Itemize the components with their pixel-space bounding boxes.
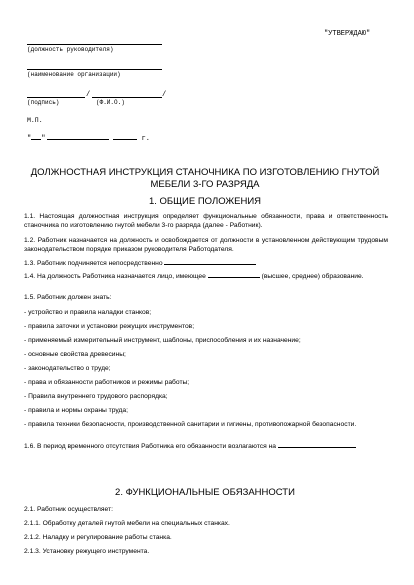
paragraph-2-1-1: 2.1.1. Обработку деталей гнутой мебели на специальных станках. [24,520,230,527]
organization-caption: (наименование организации) [27,71,121,78]
stamp-place-label: М.П. [27,117,43,124]
supervisor-blank [164,258,256,265]
year-suffix: г. [141,135,151,143]
head-position-caption: (должность руководителя) [27,46,114,53]
paragraph-1-3-text: 1.3. Работник подчиняется непосредственно [24,260,163,267]
year-blank [113,133,137,140]
approve-stamp-label: "УТВЕРЖДАЮ" [324,30,371,38]
fio-caption: (Ф.И.О.) [96,99,125,106]
paragraph-2-1-3: 2.1.3. Установку режущего инструмента. [24,548,150,555]
paragraph-1-2: 1.2. Работник назначается на должность и освобождается от должности в установленном действующим трудовым законодательством порядке приказом руководителя Работодателя. [24,237,388,253]
knowledge-item: - основные свойства древесины; [24,351,126,358]
paragraph-1-3 [24,258,388,269]
section-2-heading: 2. ФУНКЦИОНАЛЬНЫЕ ОБЯЗАННОСТИ [115,487,295,498]
knowledge-item: - права и обязанности работников и режимы работы; [24,379,190,386]
paragraph-1-1: 1.1. Настоящая должностная инструкция определяет функциональные обязанности, права и ответственность станочника по изготовлению гнутой мебели 3-го разряда (далее - Работник). [24,213,388,229]
month-blank [47,133,109,140]
fio-line [92,97,162,98]
paragraph-1-5: 1.5. Работник должен знать: [24,294,112,301]
fio-slash: / [162,91,167,99]
paragraph-2-1: 2.1. Работник осуществляет: [24,506,113,513]
date-close-quote: " [41,135,46,143]
signature-slash: / [86,91,91,99]
date-open-quote: " [27,135,32,143]
knowledge-item: - правила и нормы охраны труда; [24,407,128,414]
document-title: ДОЛЖНОСТНАЯ ИНСТРУКЦИЯ СТАНОЧНИКА ПО ИЗГОТОВЛЕНИЮ ГНУТОЙ МЕБЕЛИ 3-ГО РАЗРЯДА [30,167,380,190]
knowledge-item: - устройство и правила наладки станков; [24,309,152,316]
day-blank [31,133,41,140]
knowledge-item: - правила техники безопасности, производственной санитарии и гигиены, противопожарной безопасности. [24,421,357,428]
signature-caption: (подпись) [27,99,60,106]
date-row [27,133,150,143]
paragraph-1-6-text: 1.6. В период временного отсутствия Работника его обязанности возлагаются на [24,443,276,450]
signature-line [27,97,85,98]
paragraph-1-4-text-a: 1.4. На должность Работника назначается лицо, имеющее [24,273,206,280]
knowledge-item: - Правила внутреннего трудового распорядка; [24,393,168,400]
paragraph-2-1-2: 2.1.2. Наладку и регулирование работы станка. [24,534,172,541]
paragraph-1-4 [24,271,388,282]
knowledge-item: - применяемый измерительный инструмент, шаблоны, приспособления и их назначение; [24,337,301,344]
paragraph-1-6 [24,441,388,452]
organization-line [27,69,162,70]
substitute-blank [278,441,356,448]
education-blank [208,271,260,278]
knowledge-item: - правила заточки и установки режущих инструментов; [24,323,195,330]
paragraph-1-4-text-b: (высшее, среднее) образование. [261,273,364,280]
section-1-heading: 1. ОБЩИЕ ПОЛОЖЕНИЯ [148,196,262,207]
knowledge-item: - законодательство о труде; [24,365,111,372]
head-position-line [27,44,162,45]
